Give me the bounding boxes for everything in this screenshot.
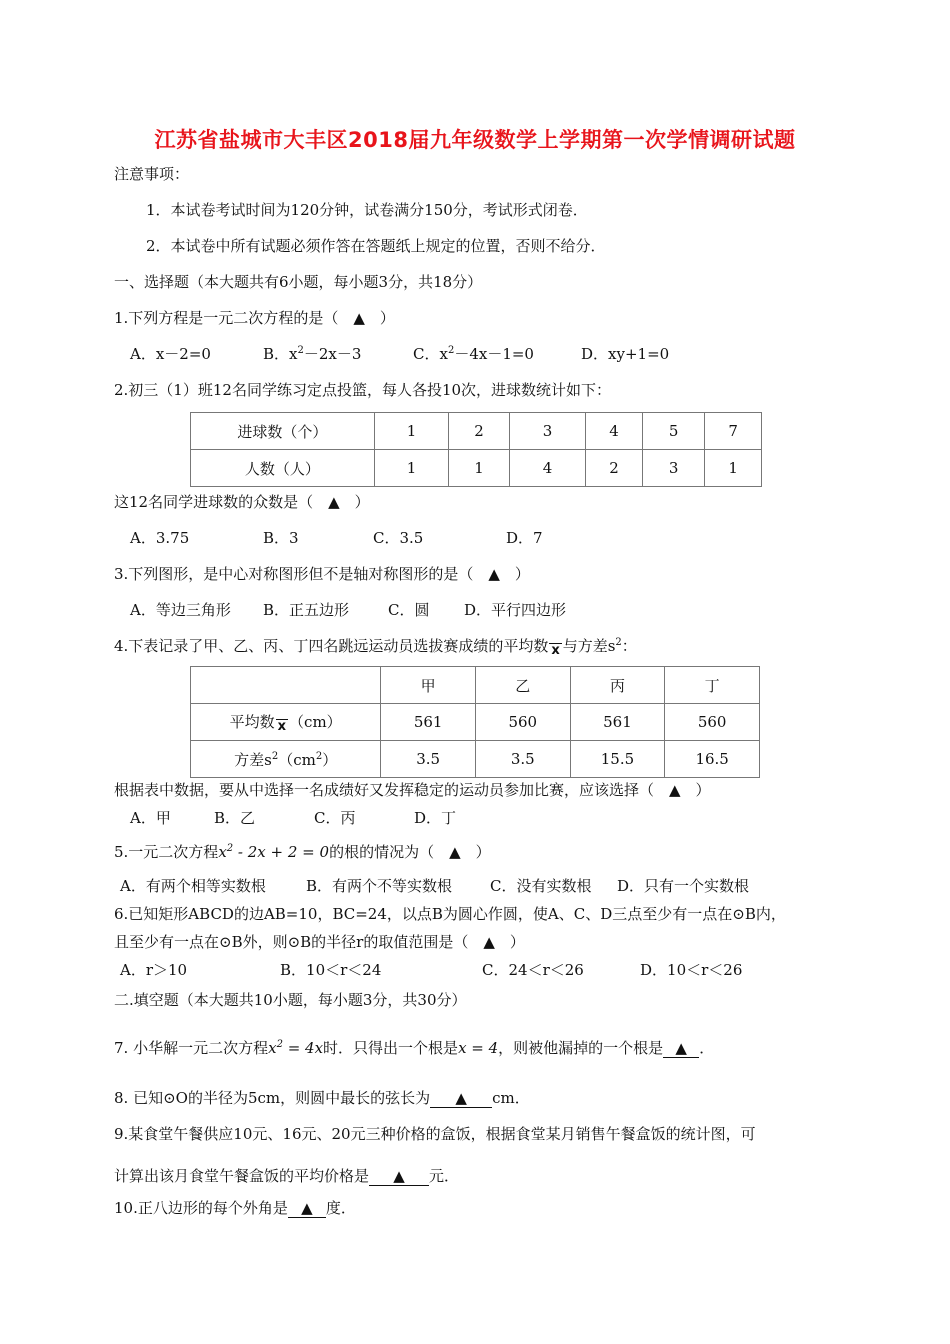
- table-cell: 561: [381, 704, 476, 741]
- option-a: A．x－2=0: [130, 345, 211, 363]
- option-a: A．甲: [130, 809, 171, 827]
- option-b: B．乙: [214, 809, 256, 827]
- table-cell: 平均数 x （cm）: [191, 704, 381, 741]
- table-cell: 乙: [475, 667, 570, 704]
- table-cell: 1: [449, 450, 510, 487]
- table-cell: 560: [665, 704, 760, 741]
- table-cell: 甲: [381, 667, 476, 704]
- option-c: C．丙: [314, 809, 356, 827]
- table-row: [191, 741, 760, 778]
- notes-header: 注意事项：: [114, 165, 190, 183]
- option-b: B．正五边形: [263, 601, 350, 619]
- page-title: 江苏省盐城市大丰区2018届九年级数学上学期第一次学情调研试题: [154, 128, 796, 152]
- option-c: C．没有实数根: [490, 877, 592, 895]
- table-cell: 1: [374, 413, 448, 450]
- question-10: 10.正八边形的每个外角是 ▲ 度．: [114, 1199, 356, 1217]
- table-row: [191, 667, 760, 704]
- option-c: C．圆: [388, 601, 430, 619]
- question-8: 8. 已知⊙O的半径为5cm，则圆中最长的弦长为 ▲ cm．: [114, 1089, 530, 1107]
- answer-blank: ▲: [369, 1167, 429, 1186]
- question-5-options: [120, 876, 749, 896]
- table-cell: 1: [705, 450, 762, 487]
- question-4-stem: 4.下表记录了甲、乙、丙、丁四名跳远运动员选拔赛成绩的平均数 x 与方差$s^2$：: [114, 637, 637, 658]
- option-b: B．3: [263, 529, 299, 547]
- question-6-line-2: 且至少有一点在⊙B外，则⊙B的半径r的取值范围是（ ▲ ）: [114, 933, 525, 951]
- option-d: D．xy+1=0: [581, 345, 670, 363]
- table-cell: 方差$s^2(cm^2)$: [191, 741, 381, 778]
- option-a: A．r＞10: [120, 961, 188, 979]
- table-cell: 3.5: [475, 741, 570, 778]
- answer-blank: ▲: [288, 1199, 326, 1218]
- question-9-line-1: 9.某食堂午餐供应10元、16元、20元三种价格的盒饭，根据食堂某月销售午餐盒饭的统计图，可: [114, 1125, 756, 1143]
- athletes-table: [190, 666, 760, 778]
- table-cell: 3: [509, 413, 585, 450]
- table-cell: 2: [449, 413, 510, 450]
- option-a: A．有两个相等实数根: [120, 877, 266, 895]
- option-b: B．有两个不等实数根: [306, 877, 453, 895]
- question-6-options: [120, 960, 742, 980]
- question-3-stem: 3.下列图形，是中心对称图形但不是轴对称图形的是（ ▲ ）: [114, 565, 530, 583]
- equation: $x^2 - 2x + 2 = 0$: [218, 843, 330, 861]
- note-item-1: 1．本试卷考试时间为120分钟，试卷满分150分，考试形式闭卷．: [146, 201, 588, 219]
- table-cell: 3: [642, 450, 705, 487]
- option-b: B．$x^2-2x-3$: [263, 345, 362, 363]
- question-1-stem: 1.下列方程是一元二次方程的是（ ▲ ）: [114, 309, 395, 327]
- question-4-options: [130, 808, 456, 828]
- table-cell: 4: [586, 413, 643, 450]
- table-row: [191, 704, 760, 741]
- answer-blank: ▲: [430, 1089, 492, 1108]
- table-row: [191, 413, 762, 450]
- root-value: x = 4: [458, 1039, 499, 1057]
- section-heading-fill: 二.填空题（本大题共10小题，每小题3分，共30分）: [114, 991, 467, 1009]
- table-cell: 丙: [570, 667, 665, 704]
- table-cell: 561: [570, 704, 665, 741]
- mean-symbol: x: [551, 643, 560, 658]
- question-7: 7. 小华解一元二次方程$x^2 = 4x$时．只得出一个根是x = 4，则被他漏掉的一个根是 ▲ ．: [114, 1039, 715, 1057]
- table-cell: 15.5: [570, 741, 665, 778]
- table-row: [191, 450, 762, 487]
- table-cell: 16.5: [665, 741, 760, 778]
- option-a: A．等边三角形: [130, 601, 231, 619]
- question-2-question: 这12名同学进球数的众数是（ ▲ ）: [114, 493, 370, 511]
- table-cell: 3.5: [381, 741, 476, 778]
- mean-symbol: x: [277, 718, 287, 734]
- table-cell: 4: [509, 450, 585, 487]
- table-cell: [191, 667, 381, 704]
- option-d: D．平行四边形: [464, 601, 567, 619]
- question-3-options: [130, 600, 566, 620]
- answer-blank: ▲: [663, 1039, 699, 1058]
- question-4-question: 根据表中数据，要从中选择一名成绩好又发挥稳定的运动员参加比赛，应该选择（ ▲ ）: [114, 781, 711, 799]
- option-c: C．24＜r＜26: [482, 961, 584, 979]
- section-heading-choice: 一、选择题（本大题共有6小题，每小题3分，共18分）: [114, 273, 483, 291]
- option-d: D．只有一个实数根: [617, 877, 750, 895]
- table-cell: 2: [586, 450, 643, 487]
- table-cell: 丁: [665, 667, 760, 704]
- question-2-stem: 2.初三（1）班12名同学练习定点投篮，每人各投10次，进球数统计如下：: [114, 381, 612, 399]
- table-cell: 人数（人）: [191, 450, 375, 487]
- table-cell: 进球数（个）: [191, 413, 375, 450]
- option-b: B．10＜r＜24: [280, 961, 382, 979]
- option-d: D．7: [506, 529, 543, 547]
- shots-table: [190, 412, 762, 487]
- equation: $x^2 = 4x$: [268, 1039, 324, 1057]
- question-6-line-1: 6.已知矩形ABCD的边AB=10，BC=24，以点B为圆心作圆，使A、C、D三点至少有一点在⊙B内，: [114, 905, 786, 923]
- option-c: C．$x^2-4x-1=0$: [413, 345, 534, 363]
- note-item-2: 2．本试卷中所有试题必须作答在答题纸上规定的位置，否则不给分．: [146, 237, 606, 255]
- table-cell: 7: [705, 413, 762, 450]
- table-cell: 560: [475, 704, 570, 741]
- option-d: D．10＜r＜26: [640, 961, 743, 979]
- question-2-options: [130, 528, 543, 548]
- option-a: A．3.75: [130, 529, 190, 547]
- question-1-options: [130, 344, 669, 364]
- option-d: D．丁: [414, 809, 457, 827]
- option-c: C．3.5: [373, 529, 424, 547]
- table-cell: 5: [642, 413, 705, 450]
- question-5-stem: 5.一元二次方程$x^2 - 2x + 2 = 0$的根的情况为（ ▲ ）: [114, 843, 491, 861]
- table-cell: 1: [374, 450, 448, 487]
- question-9-line-2: 计算出该月食堂午餐盒饭的平均价格是 ▲ 元．: [114, 1167, 460, 1185]
